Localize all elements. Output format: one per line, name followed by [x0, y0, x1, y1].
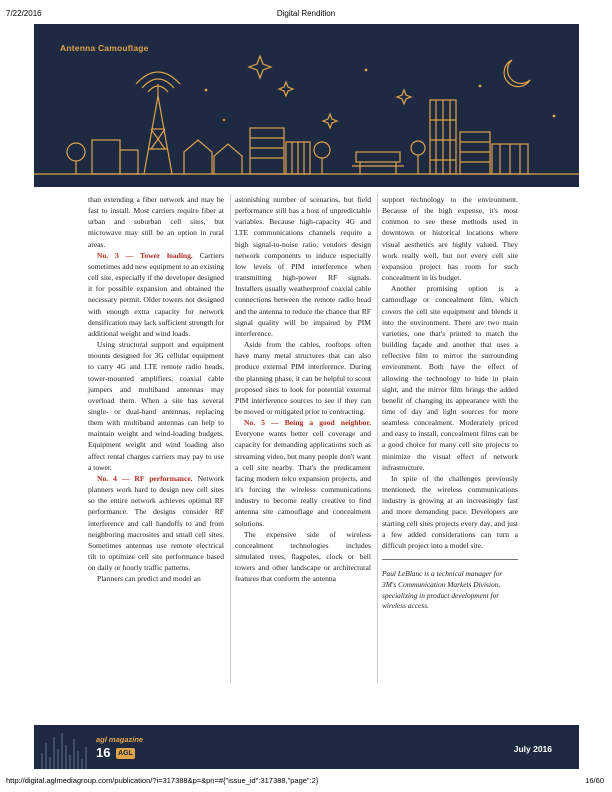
cell-tower-icon: [144, 96, 172, 174]
print-date: 7/22/2016: [6, 9, 42, 18]
tree-icon: [67, 143, 85, 161]
paragraph: [88, 250, 224, 339]
star-icon-4: [397, 90, 411, 104]
moon-icon: [504, 60, 530, 87]
print-page-count: 16/60: [585, 776, 604, 785]
author-bio: Paul LeBlanc is a technical manager for 3M's Communication Markets Division, specializing in product development for wireless access.: [382, 559, 518, 612]
subheading-good-neighbor: No. 5 — Being a good neighbor.: [244, 418, 371, 428]
paragraph: The expensive side of wireless concealment technologies includes simulated trees, flagpoles, clock or bell towers and other landscape or architectural features that conform the antenna: [235, 529, 371, 584]
column-divider: [230, 194, 231, 682]
paragraph-text: Carriers sometimes add new equipment to an existing cell site, especially if the developer designed it for possible expansion and obtained the necessary permit. Older towers not designed with enough extra capacity for network densification may lack sufficient strength for additional weight and wind loads.: [88, 250, 225, 338]
paragraph: Aside from the cables, rooftops often have many metal structures that can also produce external PIM interference. During the planning phase, it can be helpful to scout proposed sites to look for potential external PIM interference sources to see if they can be moved or mitigated prior to contracting.: [235, 340, 371, 416]
paragraph-text: Everyone wants better cell coverage and capacity for demanding applications such as streaming video, but many people don't want a cell site nearby. That's the predicament facing modern telco expansion projects, and it's forcing the wireless communications industry to become really creative to find antenna site camouflage and concealment solutions.: [235, 429, 371, 528]
agl-logo-badge: AGL: [116, 748, 135, 759]
article-column-2: [235, 194, 371, 584]
building-icon: [92, 140, 120, 174]
paragraph: [88, 473, 224, 573]
house-icon: [184, 140, 212, 174]
paragraph: support technology to the environment. Because of the high expense, it's most common to see these methods used in downtown or historical locations where visual aesthetics are highly valued. They work really well, but not every cell site expansion project has room for such concealment in its budget.: [382, 195, 518, 283]
paragraph: astonishing number of scenarios, but field performance still has a host of unpredictable variables. Because high-capacity 4G and LTE communications channels require a high signal-to-noise ratio, vendors design network components to induce especially low levels of PIM interference when transmitting high-power RF signals. Installers usually weatherproof coaxial cable connections between the remote radio head and the antenna to reduce the chance that RF signal quality will be impaired by PIM interference.: [235, 195, 371, 338]
tall-building-icon: [250, 128, 284, 174]
star-icon: [249, 56, 271, 78]
page-number: 16: [96, 745, 111, 760]
tree-icon-3: [411, 141, 425, 155]
article-body: [88, 194, 521, 682]
paragraph: Planners can predict and model an: [97, 574, 201, 584]
star-icon-3: [323, 114, 337, 128]
page-url: http://digital.aglmediagroup.com/publication/?i=317388&p=&pn=#{"issue_id":317388,"page":2}: [6, 776, 319, 785]
bench-icon: [356, 152, 400, 162]
section-title: Antenna Camouflage: [60, 43, 149, 53]
paragraph-text: Network planners work hard to design new cell sites so the entire network achieves optimal RF performance. The designs consider RF interference and call handoffs to and from neighboring macrosites and small cell sites. Sometimes antennas use remote electrical tilt to optimize cell site performance based on daily or hourly traffic patterns.: [88, 473, 224, 573]
subheading-tower-loading: No. 3 — Tower loading.: [97, 250, 193, 260]
browser-print-footer: [0, 772, 612, 792]
browser-print-header: [0, 0, 612, 20]
paragraph: In spite of the challenges previously mentioned, the wireless communications industry is growing at an increasingly fast and more demanding pace. Developers are starting cell sites projects every day, and just a few added considerations can turn a difficult project into a model site.: [382, 473, 518, 550]
paragraph: Using structural support and equipment mounts designed for 3G cellular equipment to carry 4G and LTE remote radio heads, tower-mounted amplifiers, coaxial cable jumpers and multiband antennas may overload them. When a site has several single- or dual-band antennas, replacing them with multiband antennas can help to maintain weight and wind-loading budgets. Equipment weight and wind loading also affect rental charges carriers may pay to use a tower.: [88, 340, 224, 472]
star-icon-2: [279, 82, 293, 96]
header-banner: [34, 24, 579, 187]
magazine-footer: [34, 725, 579, 769]
article-column-1: [88, 194, 224, 584]
paragraph: than extending a fiber network and may be fast to install. Most carriers require fiber at urban and suburban cell sites, but microwave may still be an option in rural areas.: [88, 195, 224, 249]
article-column-3: [382, 194, 518, 612]
magazine-name: agl magazine: [96, 735, 144, 744]
issue-date: July 2016: [513, 744, 552, 754]
print-title: Digital Rendition: [276, 9, 336, 18]
barcode-graphic: [34, 725, 579, 769]
subheading-rf-performance: No. 4 — RF performance.: [97, 473, 193, 483]
tree-icon-2: [314, 142, 330, 158]
building-icon-2: [460, 132, 490, 174]
paragraph: [235, 417, 371, 529]
column-divider: [377, 194, 378, 682]
paragraph: Another promising option is a camouflage or concealment film, which covers the cell site equipment and blends it into the environment. There are two main varieties, one that's printed to match the building façade and another that uses a reflective film to mirror the surrounding environment. Both have the effect of allowing the technology to hide in plain sight, and the mirror film brings the added benefit of changing its appearance with the time of day and light sources for more seamless concealment. Moderately priced and easy to install, concealment films can be a good choice for many cell site projects to minimize the visual effect of network infrastructure.: [382, 284, 518, 472]
